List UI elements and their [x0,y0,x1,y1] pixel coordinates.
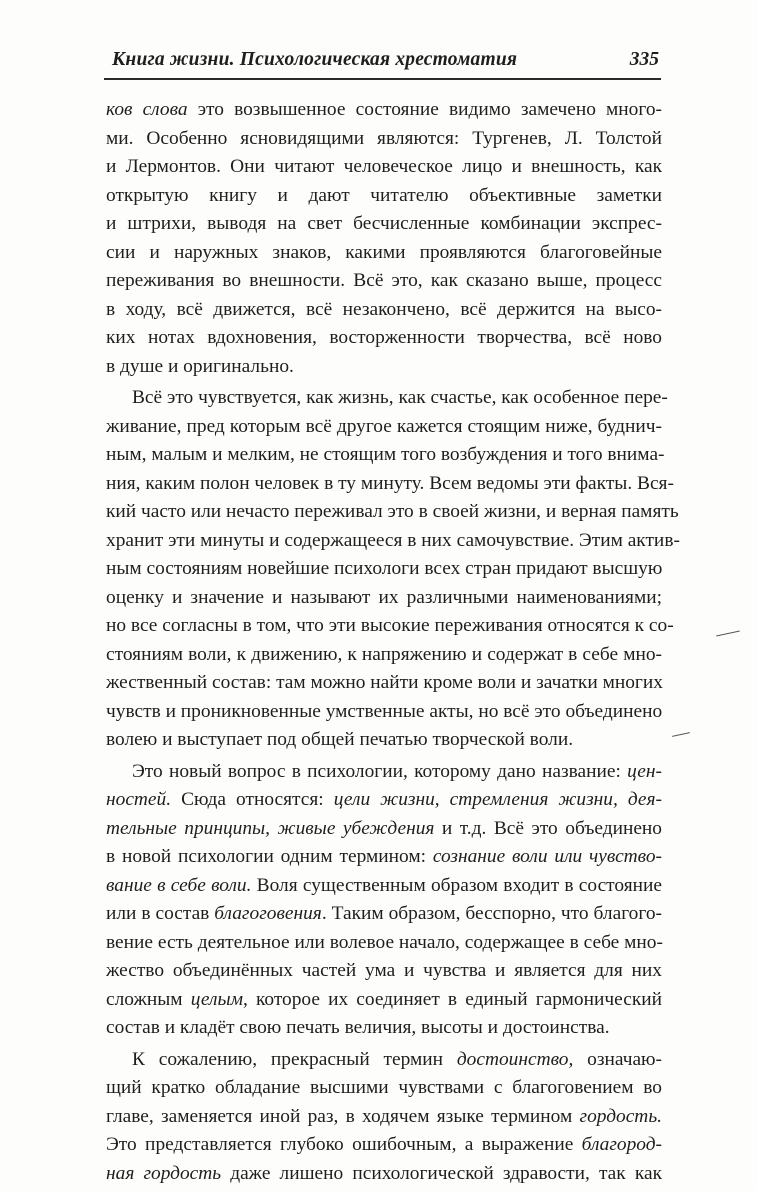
running-header [104,44,661,80]
text-run: сложным [106,988,191,1010]
text-line [106,324,662,353]
text-line [106,758,662,787]
text-run: чувств и проникновенные умственные акты, но всё это объединено [106,700,663,722]
text-run: открытую книгу и дают читателю объективные заметки [106,184,662,206]
text-line [106,726,662,755]
text-run: означаю- [573,1048,662,1070]
text-line [106,929,662,958]
text-run: это возвышенное состояние видимо замечено много- [187,99,663,120]
text-line [106,527,680,556]
italic-run: цели жизни, стремления жизни, дея- [333,789,662,810]
text-run: ких нотах вдохновения, восторженности творчества, всё ново [106,327,662,348]
body-text [106,96,680,1191]
text-line [106,1074,662,1103]
running-title: Книга жизни. Психологическая хрестоматия [112,49,518,70]
text-line [106,1014,662,1043]
text-run: живание, пред которым всё другое кажется стоящим ниже, буднич- [106,415,662,437]
text-run: ным, малым и мелким, не стоящим того возбуждения и того внима- [106,444,665,465]
italic-run: благород- [581,1134,662,1155]
text-line [106,986,662,1015]
text-line [106,384,668,413]
text-line [106,872,662,901]
italic-run: ностей. [106,789,172,810]
text-run: Всё это чувствуется, как жизнь, как счастье, как особенное пере- [132,387,668,408]
text-run: переживания во внешности. Всё это, как сказано выше, процесс [106,270,662,291]
text-run: Это новый вопрос в психологии, которому дано название: [132,760,628,782]
text-run: даже лишено психологической здравости, так как [221,1162,662,1184]
text-run: и Лермонтов. Они читают человеческое лицо и внешность, как [106,156,662,177]
text-line [106,96,662,125]
text-run: в душе и оригинально. [106,355,294,377]
text-line [106,125,662,154]
text-run: ным состояниям новейшие психологи всех стран придают высшую [106,558,663,579]
text-line [106,957,662,986]
italic-run: ная гордость [106,1162,222,1184]
italic-run: благоговения [214,903,322,924]
italic-run: достоинство, [456,1048,574,1070]
text-run: сии и наружных знаков, какими проявляются благоговейные [106,241,662,263]
text-line [106,900,662,929]
text-run: и т.д. Всё это объединено [434,817,663,839]
margin-mark [716,631,740,637]
text-line [106,296,662,325]
text-run: оценку и значение и называют их различными наименованиями; [106,586,662,608]
text-run: , которое их соединяет в единый гармонический [242,988,663,1010]
italic-run: гордость. [579,1105,662,1127]
paragraph-2 [106,384,680,755]
text-line [106,1160,662,1189]
text-line [106,815,662,844]
text-line [106,267,662,296]
text-line [106,669,662,698]
text-line [106,612,674,641]
text-run: Сюда относятся: [171,789,334,810]
text-run: в ходу, всё движется, всё незакончено, всё держится на высо- [106,298,662,320]
text-line [106,353,662,382]
text-line [106,182,662,211]
italic-run: сознание воли или чувство- [432,846,662,867]
italic-run: целым [190,988,243,1010]
text-run: Воля существенным образом входит в состояние [251,874,662,896]
text-line [106,210,662,239]
text-run: . Таким образом, бесспорно, что благого- [321,903,662,924]
text-line [106,584,662,613]
text-run: и штрихи, выводя на свет бесчисленные комбинации экспрес- [106,213,662,234]
text-line [106,1046,662,1075]
margin-mark [672,732,690,737]
text-run: состав и кладёт свою печать величия, высоты и достоинства. [106,1017,610,1038]
text-run: ния, каким полон человек в ту минуту. Всем ведомы эти факты. Вся- [106,472,674,494]
text-line [106,413,662,442]
text-line [106,1131,662,1160]
text-run: или в состав [106,903,215,924]
text-run: ми. Особенно ясновидящими являются: Тургенев, Л. Толстой [106,127,662,149]
text-run: хранит эти минуты и содержащееся в них самочувствие. Этим актив- [106,529,680,551]
text-run: вение есть деятельное или волевое начало, содержащее в себе мно- [106,931,663,953]
text-run: в новой психологии одним термином: [106,846,433,867]
text-line [106,555,662,584]
text-run: но все согласны в том, что эти высокие переживания относятся к со- [106,615,674,636]
page-number: 335 [629,49,659,70]
italic-run: вание в себе воли. [106,874,252,896]
text-line [106,441,665,470]
text-run: щий кратко обладание высшими чувствами с благоговением во [106,1077,662,1098]
text-line [106,786,662,815]
text-line [106,843,662,872]
text-run: Это представляется глубоко ошибочным, а выражение [106,1134,582,1155]
paragraph-1 [106,96,662,381]
italic-run: цен- [627,760,662,782]
text-run: волею и выступает под общей печатью творческой воли. [106,729,574,750]
italic-run: тельные принципы, живые убеждения [106,817,435,839]
text-line [106,641,662,670]
paragraph-3 [106,758,662,1043]
text-run: жество объединённых частей ума и чувства и является для них [106,960,662,981]
text-line [106,239,662,268]
text-run: стояниям воли, к движению, к напряжению и содержат в себе мно- [106,643,662,665]
text-line [106,470,674,499]
italic-run: ков слова [106,99,188,120]
paragraph-4 [106,1046,662,1189]
text-line [106,498,679,527]
text-run: жественный состав: там можно найти кроме воли и зачатки многих [106,672,663,693]
text-line [106,698,662,727]
text-run: кий часто или нечасто переживал это в своей жизни, и верная память [106,501,679,522]
text-run: главе, заменяется иной раз, в ходячем языке термином [106,1105,580,1127]
text-line [106,1103,662,1132]
text-line [106,153,662,182]
text-run: К сожалению, прекрасный термин [132,1048,457,1070]
